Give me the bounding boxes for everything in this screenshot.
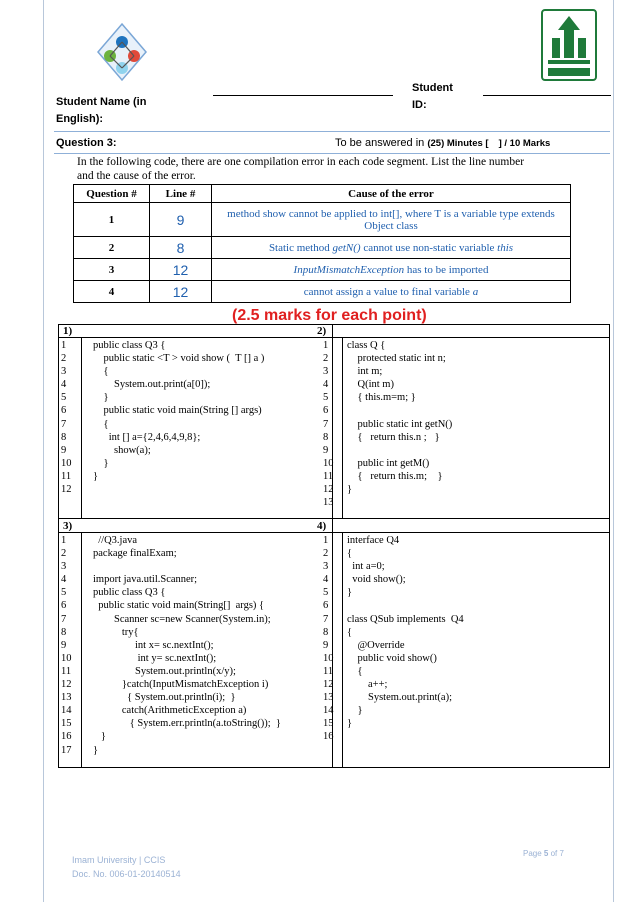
line-number: 15 xyxy=(323,718,334,730)
answer-row xyxy=(74,281,571,303)
line-number: 5 xyxy=(323,392,329,404)
time-note-minutes: (25) Minutes [ xyxy=(427,138,489,149)
answer-cause xyxy=(212,237,571,259)
line-number: 6 xyxy=(323,405,329,417)
code-line: } xyxy=(93,470,99,482)
code-line: import java.util.Scanner; xyxy=(93,574,198,586)
answer-table-header xyxy=(74,185,571,203)
answer-question-number: 3 xyxy=(74,259,150,281)
line-number: 6 xyxy=(61,600,67,612)
line-number: 4 xyxy=(61,379,67,391)
line-number: 12 xyxy=(323,679,334,691)
page-number: 5 xyxy=(543,849,549,858)
answer-cause xyxy=(212,203,571,237)
code-line: a++; xyxy=(347,679,388,691)
answer-line-number: 12 xyxy=(150,259,212,281)
cause-text: cannot use non-static variable xyxy=(360,241,498,254)
student-id-underline xyxy=(483,95,611,96)
line-number: 5 xyxy=(61,392,67,404)
line-number: 11 xyxy=(323,470,334,482)
cause-text: cannot assign a value to final variable xyxy=(303,285,473,298)
code-line: { xyxy=(347,665,363,677)
code-line: System.out.println(x/y); xyxy=(93,665,236,677)
answer-row xyxy=(74,259,571,281)
segment-3-code xyxy=(93,534,281,757)
student-id-label-cont: ID: xyxy=(412,99,427,111)
segment-2-line-numbers xyxy=(323,339,334,509)
code-line: Q(int m) xyxy=(347,379,394,391)
code-line: { return this.m; } xyxy=(347,470,443,482)
code-line: public static <T > void show ( T [] a ) xyxy=(93,353,265,365)
code-line: } xyxy=(93,731,106,743)
code-line: } xyxy=(93,392,109,404)
code-line: Scanner sc=new Scanner(System.in); xyxy=(93,613,271,625)
line-number: 1 xyxy=(61,535,67,546)
code-line xyxy=(347,404,452,417)
line-number: 7 xyxy=(323,613,329,625)
line-number: 4 xyxy=(61,574,67,586)
code-line: public class Q3 { xyxy=(93,587,166,599)
line-number: 8 xyxy=(61,431,67,443)
line-number: 6 xyxy=(61,405,67,417)
instructions-line2: and the cause of the error. xyxy=(77,170,196,182)
code-line: { System.out.println(i); } xyxy=(93,692,236,704)
code-line: { xyxy=(347,626,353,638)
code-line: } xyxy=(93,744,99,756)
code-line xyxy=(347,496,452,509)
segment-3-line-numbers xyxy=(61,534,72,757)
marks-per-point: (2.5 marks for each point) xyxy=(232,307,427,324)
segment-3-label: 3) xyxy=(63,520,73,532)
segments-mid-divider xyxy=(59,518,609,519)
s4-num-divider xyxy=(342,532,343,767)
line-number: 9 xyxy=(61,444,67,456)
line-number: 3 xyxy=(61,366,67,378)
segment-2-label: 2) xyxy=(317,325,327,337)
line-number: 2 xyxy=(61,548,67,560)
code-line: void show(); xyxy=(347,574,406,586)
code-segments-box xyxy=(58,324,610,768)
code-line: interface Q4 xyxy=(347,535,400,546)
university-seal-icon xyxy=(538,8,600,82)
line-number: 15 xyxy=(61,718,72,730)
question-title: Question 3: xyxy=(56,137,117,149)
code-line: public static void main(String[] args) { xyxy=(93,600,265,612)
line-number: 2 xyxy=(323,353,329,365)
line-number: 12 xyxy=(61,484,72,496)
line-number: 12 xyxy=(61,679,72,691)
line-number: 7 xyxy=(61,418,67,430)
segment-1-line-numbers xyxy=(61,339,72,496)
divider-bottom xyxy=(54,153,610,154)
code-line: protected static int n; xyxy=(347,353,446,365)
line-number: 4 xyxy=(323,574,329,586)
student-name-label-cont: English): xyxy=(56,113,104,125)
page-mid: of xyxy=(548,849,560,858)
marks-note: ] / 10 Marks xyxy=(498,138,551,149)
code-line: } xyxy=(93,457,109,469)
student-id-label: Student xyxy=(412,82,453,94)
footer-doc-no: Doc. No. 006-01-20140514 xyxy=(72,869,181,879)
line-number: 5 xyxy=(323,587,329,599)
line-number: 12 xyxy=(323,484,334,496)
code-line: @Override xyxy=(347,639,405,651)
code-line xyxy=(347,599,464,612)
line-number: 11 xyxy=(323,665,334,677)
line-number: 8 xyxy=(323,626,329,638)
answer-cause xyxy=(212,259,571,281)
code-line: public static int getN() xyxy=(347,418,453,430)
footer-page xyxy=(523,849,564,858)
cause-text: getN() xyxy=(332,241,361,254)
s3-header-divider xyxy=(59,532,609,533)
s3-num-divider xyxy=(81,532,82,767)
code-line: int y= sc.nextInt(); xyxy=(93,652,217,664)
segment-4-line-numbers xyxy=(323,534,334,744)
segment-4-code xyxy=(347,534,464,744)
code-line: catch(ArithmeticException a) xyxy=(93,705,247,717)
segment-1-label: 1) xyxy=(63,325,73,337)
code-line: }catch(InputMismatchException i) xyxy=(93,679,269,691)
line-number: 14 xyxy=(323,705,334,717)
line-number: 3 xyxy=(323,561,329,573)
cause-text: this xyxy=(497,241,514,254)
ccis-logo-icon xyxy=(96,22,148,84)
line-number: 17 xyxy=(61,744,72,756)
code-line xyxy=(93,483,264,496)
line-number: 1 xyxy=(323,535,329,546)
footer-org: Imam University | CCIS xyxy=(72,855,166,865)
header-cause: Cause of the error xyxy=(212,185,571,203)
time-note-prefix: To be answered in xyxy=(335,137,428,149)
segment-4-label: 4) xyxy=(317,520,327,532)
segment-1-code xyxy=(93,339,264,496)
code-line: { xyxy=(347,548,353,560)
cause-text: InputMismatchException xyxy=(293,263,405,276)
line-number: 9 xyxy=(323,639,329,651)
answer-row xyxy=(74,237,571,259)
cause-text: has to be imported xyxy=(404,263,489,276)
code-line: } xyxy=(347,587,353,599)
code-line: int [] a={2,4,6,4,9,8}; xyxy=(93,431,201,443)
line-number: 9 xyxy=(61,639,67,651)
line-number: 10 xyxy=(61,457,72,469)
header-line: Line # xyxy=(150,185,212,203)
code-line: { xyxy=(93,366,109,378)
line-number: 16 xyxy=(323,731,334,743)
code-line: public static void main(String [] args) xyxy=(93,405,262,417)
cause-text: Static method xyxy=(268,241,333,254)
code-line: class Q { xyxy=(347,340,386,351)
code-line xyxy=(347,730,464,743)
cause-text: a xyxy=(472,285,479,298)
line-number: 13 xyxy=(323,692,334,704)
instructions-line1: In the following code, there are one compilation error in each code segment. List the line number xyxy=(77,156,525,168)
student-name-underline xyxy=(213,95,393,96)
code-line: System.out.print(a[0]); xyxy=(93,379,211,391)
code-line: { this.m=m; } xyxy=(347,392,416,404)
page-prefix: Page xyxy=(523,849,544,858)
s1-num-divider xyxy=(81,337,82,518)
code-line: int a=0; xyxy=(347,561,385,573)
line-number: 7 xyxy=(323,418,329,430)
code-line: } xyxy=(347,484,353,496)
line-number: 8 xyxy=(323,431,329,443)
line-number: 3 xyxy=(323,366,329,378)
code-line xyxy=(93,560,281,573)
line-number: 6 xyxy=(323,600,329,612)
answer-line-number: 9 xyxy=(150,203,212,237)
code-line: System.out.print(a); xyxy=(347,692,452,704)
time-note xyxy=(335,137,550,149)
line-number: 13 xyxy=(61,692,72,704)
line-number: 1 xyxy=(61,340,67,351)
code-line: { xyxy=(93,418,109,430)
answer-question-number: 4 xyxy=(74,281,150,303)
line-number: 10 xyxy=(323,457,334,469)
code-line: int m; xyxy=(347,366,383,378)
line-number: 7 xyxy=(61,613,67,625)
answer-question-number: 1 xyxy=(74,203,150,237)
line-number: 10 xyxy=(323,652,334,664)
line-number: 3 xyxy=(61,561,67,573)
answer-line-number: 12 xyxy=(150,281,212,303)
line-number: 11 xyxy=(61,665,72,677)
code-line: package finalExam; xyxy=(93,548,177,560)
answer-line-number: 8 xyxy=(150,237,212,259)
answer-table xyxy=(73,184,571,303)
header-question: Question # xyxy=(74,185,150,203)
code-line: } xyxy=(347,705,363,717)
line-number: 14 xyxy=(61,705,72,717)
page-total: 7 xyxy=(559,849,564,858)
s2-num-divider xyxy=(342,337,343,518)
line-number: 8 xyxy=(61,626,67,638)
line-number: 9 xyxy=(323,444,329,456)
line-number: 2 xyxy=(323,548,329,560)
cause-text: method show cannot be applied to int[], where T is a variable type extends Object class xyxy=(227,207,555,232)
s1-header-divider xyxy=(59,337,609,338)
code-line: class QSub implements Q4 xyxy=(347,613,464,625)
segment-2-code xyxy=(347,339,452,509)
line-number: 2 xyxy=(61,353,67,365)
line-number: 16 xyxy=(61,731,72,743)
code-line: public void show() xyxy=(347,652,437,664)
line-number: 4 xyxy=(323,379,329,391)
divider-top xyxy=(54,131,610,132)
line-number: 10 xyxy=(61,652,72,664)
code-line: show(a); xyxy=(93,444,151,456)
code-line: //Q3.java xyxy=(93,535,138,546)
code-line: int x= sc.nextInt(); xyxy=(93,639,214,651)
student-name-label: Student Name (in xyxy=(56,96,147,108)
line-number: 11 xyxy=(61,470,72,482)
code-line: public int getM() xyxy=(347,457,430,469)
line-number: 13 xyxy=(323,497,334,509)
code-line: try{ xyxy=(93,626,139,638)
code-line xyxy=(347,444,452,457)
answer-cause xyxy=(212,281,571,303)
code-line: } xyxy=(347,718,353,730)
code-line: { return this.n ; } xyxy=(347,431,440,443)
answer-question-number: 2 xyxy=(74,237,150,259)
answer-row xyxy=(74,203,571,237)
code-line: { System.err.println(a.toString()); } xyxy=(93,718,281,730)
line-number: 1 xyxy=(323,340,329,351)
line-number: 5 xyxy=(61,587,67,599)
code-line: public class Q3 { xyxy=(93,340,166,351)
